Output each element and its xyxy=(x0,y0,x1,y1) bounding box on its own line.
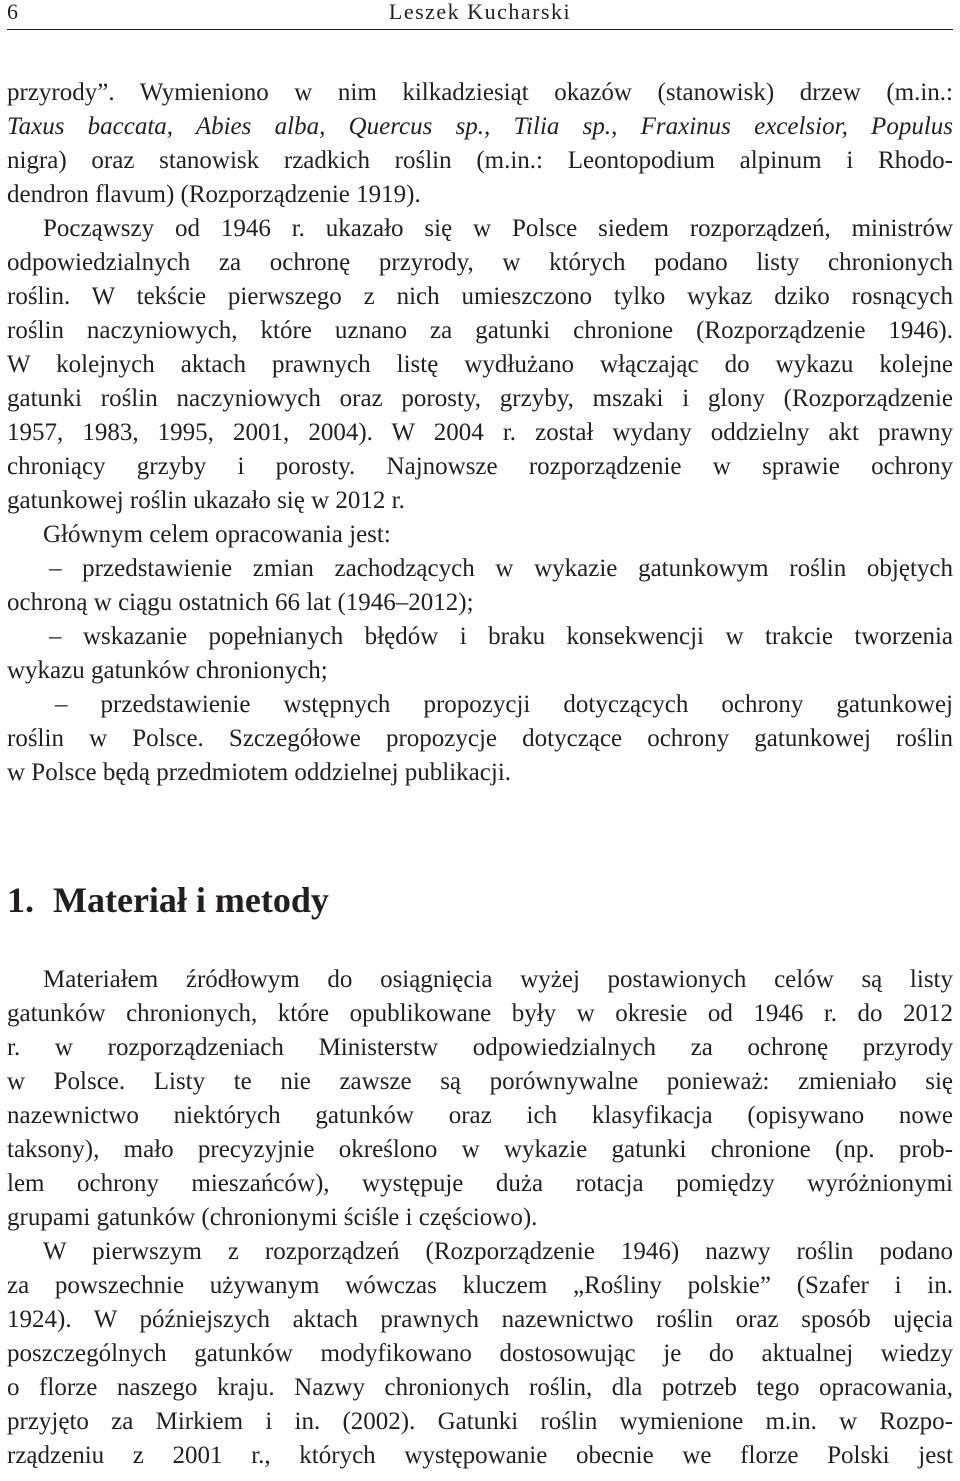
list-item-line: ochroną w ciągu ostatnich 66 lat (1946–2012); xyxy=(7,589,474,616)
text-line: roślin. W tekście pierwszego z nich umieszczono tylko wykaz dziko rosnących xyxy=(7,283,953,310)
text-line: gatunków chronionych, które opublikowane były w okresie od 1946 r. do 2012 xyxy=(7,1000,953,1027)
text-line: za powszechnie używanym wówczas kluczem „Rośliny polskie” (Szafer i in. xyxy=(7,1272,953,1299)
list-item-line: w Polsce będą przedmiotem oddzielnej publikacji. xyxy=(7,759,512,786)
text-line: 1957, 1983, 1995, 2001, 2004). W 2004 r. został wydany oddzielny akt prawny xyxy=(7,419,953,446)
text-line: Począwszy od 1946 r. ukazało się w Polsce siedem rozporządzeń, ministrów xyxy=(43,215,953,242)
header-rule xyxy=(7,29,953,30)
running-header-author: Leszek Kucharski xyxy=(388,0,572,24)
text-line: przyrody”. Wymieniono w nim kilkadziesiąt okazów (stanowisk) drzew (m.in.: xyxy=(7,79,953,106)
text-line: gatunki roślin naczyniowych oraz porosty, grzyby, mszaki i glony (Rozporządzenie xyxy=(7,385,953,412)
list-item-line: – przedstawienie wstępnych propozycji dotyczących ochrony gatunkowej xyxy=(55,691,953,718)
text-line: nazewnictwo niektórych gatunków oraz ich klasyfikacja (opisywano nowe xyxy=(7,1102,953,1129)
text-line: nigra) oraz stanowisk rzadkich roślin (m.in.: Leontopodium alpinum i Rhodo- xyxy=(7,147,953,174)
text-line: W kolejnych aktach prawnych listę wydłużano włączając do wykazu kolejne xyxy=(7,351,953,378)
text-line: poszczególnych gatunków modyfikowano dostosowując je do aktualnej wiedzy xyxy=(7,1340,953,1367)
text-line: w Polsce. Listy te nie zawsze są porównywalne ponieważ: zmieniało się xyxy=(7,1068,953,1095)
text-line: taksony), mało precyzyjnie określono w wykazie gatunki chronione (np. prob- xyxy=(7,1136,953,1163)
text-line: lem ochrony mieszańców), występuje duża rotacja pomiędzy wyróżnionymi xyxy=(7,1170,953,1197)
text-line: chroniący grzyby i porosty. Najnowsze rozporządzenie w sprawie ochrony xyxy=(7,453,953,480)
text-line: gatunkowej roślin ukazało się w 2012 r. xyxy=(7,487,405,514)
text-line: rządzeniu z 2001 r., których występowanie obecnie we florze Polski jest xyxy=(7,1442,953,1469)
text-line: przyjęto za Mirkiem i in. (2002). Gatunki roślin wymienione m.in. w Rozpo- xyxy=(7,1408,953,1435)
text-line: r. w rozporządzeniach Ministerstw odpowiedzialnych za ochronę przyrody xyxy=(7,1034,953,1061)
text-line: 1924). W późniejszych aktach prawnych nazewnictwo roślin oraz sposób ujęcia xyxy=(7,1306,953,1333)
text-line: odpowiedzialnych za ochronę przyrody, w których podano listy chronionych xyxy=(7,249,953,276)
running-header xyxy=(7,0,953,30)
text-line: o florze naszego kraju. Nazwy chronionych roślin, dla potrzeb tego opracowania, xyxy=(7,1374,953,1401)
text-line xyxy=(7,110,953,144)
list-item-line: roślin w Polsce. Szczegółowe propozycje dotyczące ochrony gatunkowej roślin xyxy=(7,725,953,752)
section-title: Materiał i metody xyxy=(53,880,329,920)
text-line: dendron flavum) (Rozporządzenie 1919). xyxy=(7,181,421,208)
list-item-line: – wskazanie popełnianych błędów i braku konsekwencji w trakcie tworzenia xyxy=(49,623,953,650)
species-names: Taxus baccata, Abies alba, Quercus sp., Tilia sp., Fraxinus excelsior, Populus xyxy=(7,113,953,140)
intro-text xyxy=(7,76,953,790)
page-number: 6 xyxy=(7,0,18,24)
section-heading xyxy=(7,877,329,923)
methods-text xyxy=(7,963,953,1473)
text-line: grupami gatunków (chronionymi ściśle i częściowo). xyxy=(7,1204,538,1231)
text-line: Materiałem źródłowym do osiągnięcia wyżej postawionych celów są listy xyxy=(43,966,953,993)
section-number: 1. xyxy=(7,880,34,920)
text-line: W pierwszym z rozporządzeń (Rozporządzenie 1946) nazwy roślin podano xyxy=(43,1238,953,1265)
list-item-line: wykazu gatunków chronionych; xyxy=(7,657,328,684)
text-line: roślin naczyniowych, które uznano za gatunki chronione (Rozporządzenie 1946). xyxy=(7,317,953,344)
list-item-line: – przedstawienie zmian zachodzących w wykazie gatunkowym roślin objętych xyxy=(49,555,953,582)
text-line: Głównym celem opracowania jest: xyxy=(43,521,391,548)
